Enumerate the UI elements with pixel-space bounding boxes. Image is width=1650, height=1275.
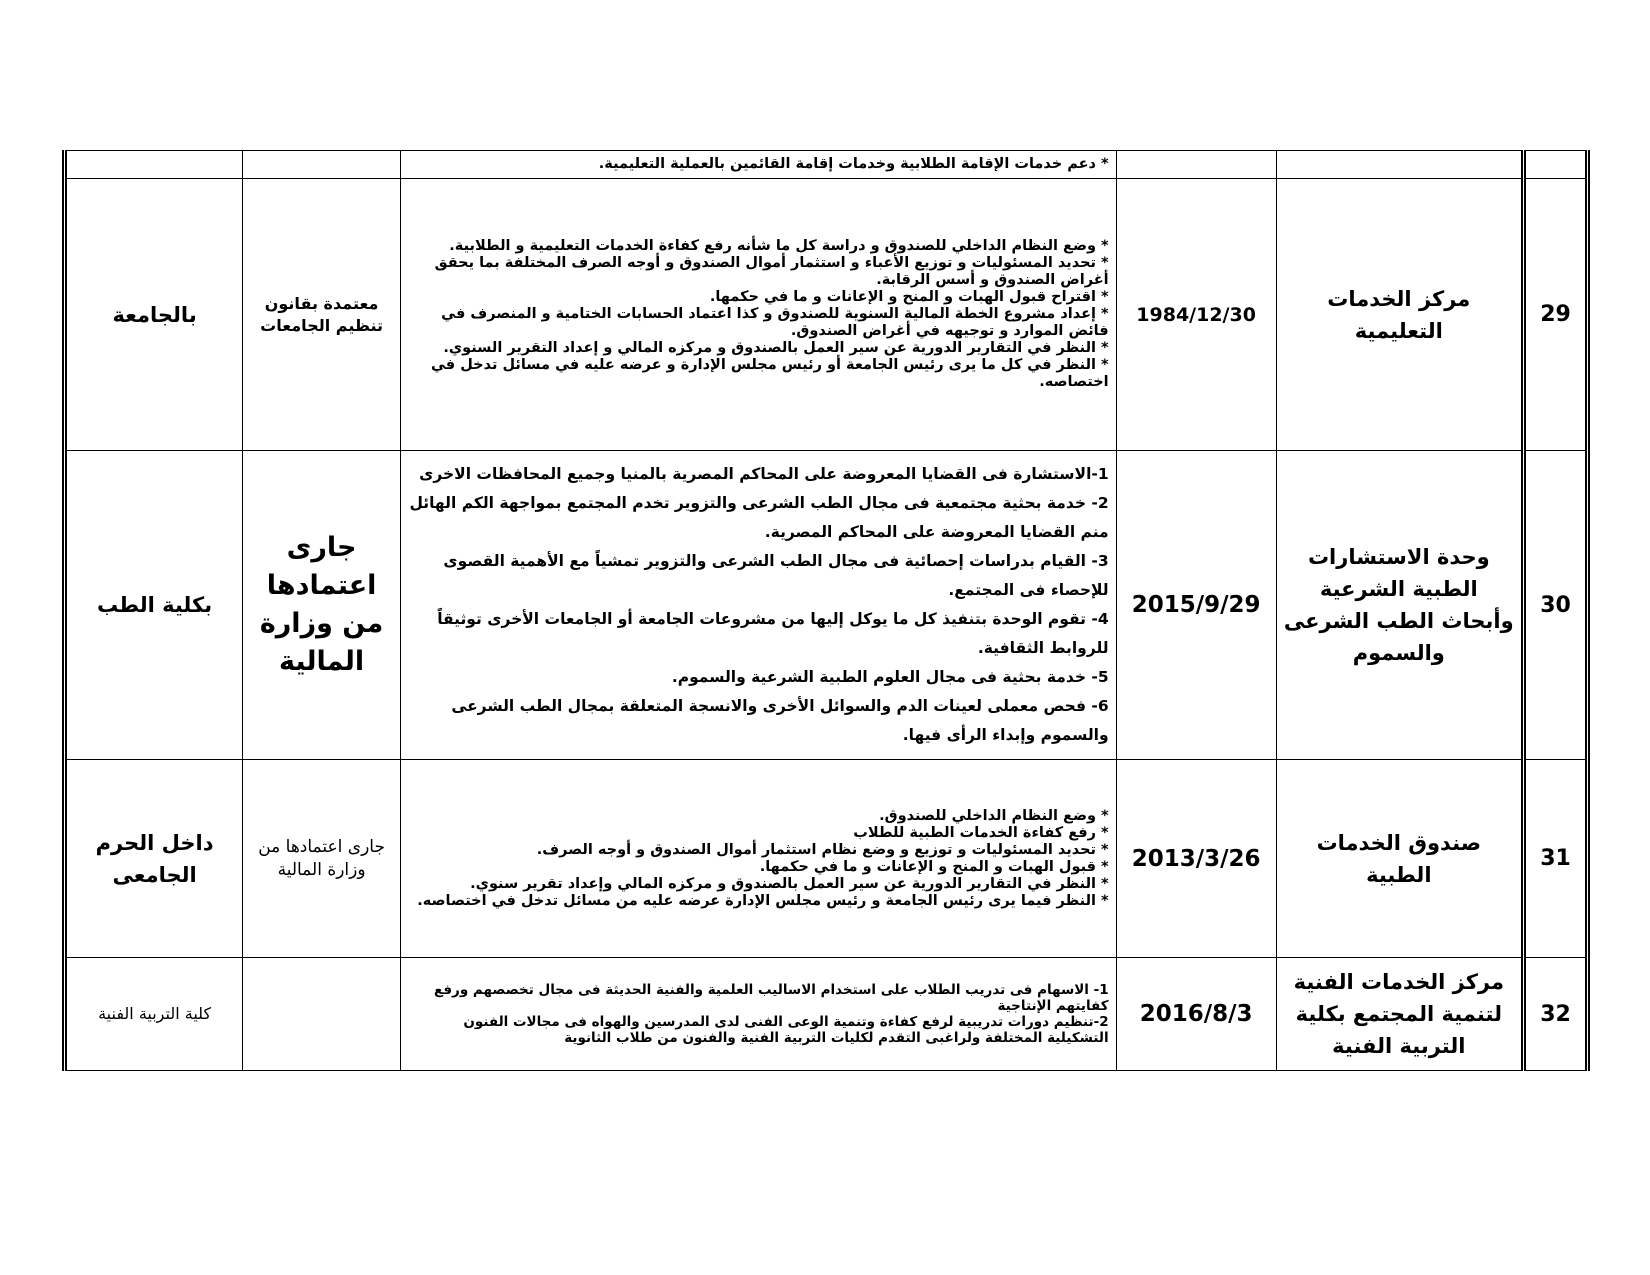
- unit-tasks: [401, 760, 1117, 958]
- unit-name: صندوق الخدمات الطبية: [1276, 760, 1523, 958]
- table-row: [65, 179, 1588, 451]
- approval-status: [243, 151, 401, 179]
- row-number: 32: [1524, 958, 1588, 1071]
- establishment-date: 2016/8/3: [1116, 958, 1276, 1071]
- unit-tasks: [401, 179, 1117, 451]
- row-number: 31: [1524, 760, 1588, 958]
- table-row: [65, 958, 1588, 1071]
- task-item: * إعداد مشروع الخطة المالية السنوية للصندوق و كذا اعتماد الحسابات الختامية و المنصرف في فائض الموارد و توجيهه في أغراض الصندوق.: [441, 306, 1109, 339]
- unit-name: [1276, 151, 1523, 179]
- row-number: [1524, 151, 1588, 179]
- approval-status: [243, 958, 401, 1071]
- task-item: 2- خدمة بحثية مجتمعية فى مجال الطب الشرعى والتزوير تخدم المجتمع بمواجهة الكم الهائل منم القضايا المعروضة على المحاكم المصرية.: [409, 494, 1109, 541]
- unit-tasks: [401, 958, 1117, 1071]
- task-item: 4- تقوم الوحدة بتنفيذ كل ما يوكل إليها من مشروعات الجامعة أو الجامعات الأخرى توثيقاً للروابط الثقافية.: [437, 610, 1109, 657]
- task-item: * رفع كفاءة الخدمات الطبية للطلاب: [853, 824, 1109, 841]
- unit-location: [65, 151, 243, 179]
- task-item: 6- فحص معملى لعينات الدم والسوائل الأخرى والانسجة المتعلقة بمجال الطب الشرعى والسموم وإبداء الرأى فيها.: [451, 697, 1109, 744]
- approval-status: جارى اعتمادها من وزارة المالية: [243, 760, 401, 958]
- approval-status: جارى اعتمادها من وزارة المالية: [243, 451, 401, 760]
- task-item: * قبول الهبات و المنح و الإعانات و ما في حكمها.: [759, 858, 1109, 875]
- unit-location: بكلية الطب: [65, 451, 243, 760]
- task-item: * وضع النظام الداخلي للصندوق.: [879, 807, 1109, 824]
- unit-tasks: [401, 451, 1117, 760]
- task-item: * النظر في التقارير الدورية عن سير العمل بالصندوق و مركزه المالي وإعداد تقرير سنوي.: [470, 875, 1109, 892]
- approval-status: معتمدة بقانون تنظيم الجامعات: [243, 179, 401, 451]
- table-row: [65, 451, 1588, 760]
- projects-table: [62, 150, 1590, 1071]
- task-item: 5- خدمة بحثية فى مجال العلوم الطبية الشرعية والسموم.: [671, 668, 1109, 686]
- task-item: * اقتراح قبول الهبات و المنح و الإعانات و ما في حكمها.: [709, 289, 1109, 305]
- unit-location: داخل الحرم الجامعى: [65, 760, 243, 958]
- task-item: 1- الاسهام فى تدريب الطلاب على استخدام الاساليب العلمية والفنية الحديثة فى مجال تخصصهم ورفع كفايتهم الإنتاجية: [434, 982, 1109, 1014]
- establishment-date: 1984/12/30: [1116, 179, 1276, 451]
- unit-name: وحدة الاستشارات الطبية الشرعية وأبحاث الطب الشرعى والسموم: [1276, 451, 1523, 760]
- task-item: * تحديد المسئوليات و توزيع الأعباء و استثمار أموال الصندوق و أوجه الصرف المختلفة بما يحقق أغراض الصندوق و أسس الرقابة.: [434, 255, 1109, 288]
- unit-location: كلية التربية الفنية: [65, 958, 243, 1071]
- task-item: 2-تنظيم دورات تدريبية لرفع كفاءة وتنمية الوعى الفنى لدى المدرسين والهواه فى مجالات الفنون التشكيلية المختلفة ولراغبى التقدم لكليات التربية الفنية والفنون من طلاب الثانوية: [463, 1014, 1109, 1046]
- task-item: * وضع النظام الداخلي للصندوق و دراسة كل ما شأنه رفع كفاءة الخدمات التعليمية و الطلابية.: [449, 238, 1109, 254]
- unit-location: بالجامعة: [65, 179, 243, 451]
- establishment-date: 2013/3/26: [1116, 760, 1276, 958]
- task-item: * النظر في كل ما يرى رئيس الجامعة أو رئيس مجلس الإدارة و عرضه عليه في مسائل تدخل في اختصاصه.: [431, 357, 1109, 390]
- unit-name: مركز الخدمات التعليمية: [1276, 179, 1523, 451]
- row-number: 29: [1524, 179, 1588, 451]
- task-item: * دعم خدمات الإقامة الطلابية وخدمات إقامة القائمين بالعملية التعليمية.: [598, 156, 1109, 172]
- unit-tasks: [401, 151, 1117, 179]
- establishment-date: [1116, 151, 1276, 179]
- establishment-date: 2015/9/29: [1116, 451, 1276, 760]
- table-row: [65, 151, 1588, 179]
- task-item: 3- القيام بدراسات إحصائية فى مجال الطب الشرعى والتزوير تمشياً مع الأهمية القصوى للإحصاء فى المجتمع.: [443, 552, 1109, 599]
- task-item: * النظر فيما يرى رئيس الجامعة و رئيس مجلس الإدارة عرضه عليه من مسائل تدخل في اختصاصه.: [417, 892, 1109, 909]
- unit-name: مركز الخدمات الفنية لتنمية المجتمع بكلية التربية الفنية: [1276, 958, 1523, 1071]
- task-item: * تحديد المسئوليات و توزيع و وضع نظام استثمار أموال الصندوق و أوجه الصرف.: [536, 841, 1109, 858]
- task-item: 1-الاستشارة فى القضايا المعروضة على المحاكم المصرية بالمنيا وجميع المحافظات الاخرى: [419, 465, 1109, 483]
- row-number: 30: [1524, 451, 1588, 760]
- table-row: [65, 760, 1588, 958]
- task-item: * النظر في التقارير الدورية عن سير العمل بالصندوق و مركزه المالي و إعداد التقرير السنوي.: [443, 340, 1109, 356]
